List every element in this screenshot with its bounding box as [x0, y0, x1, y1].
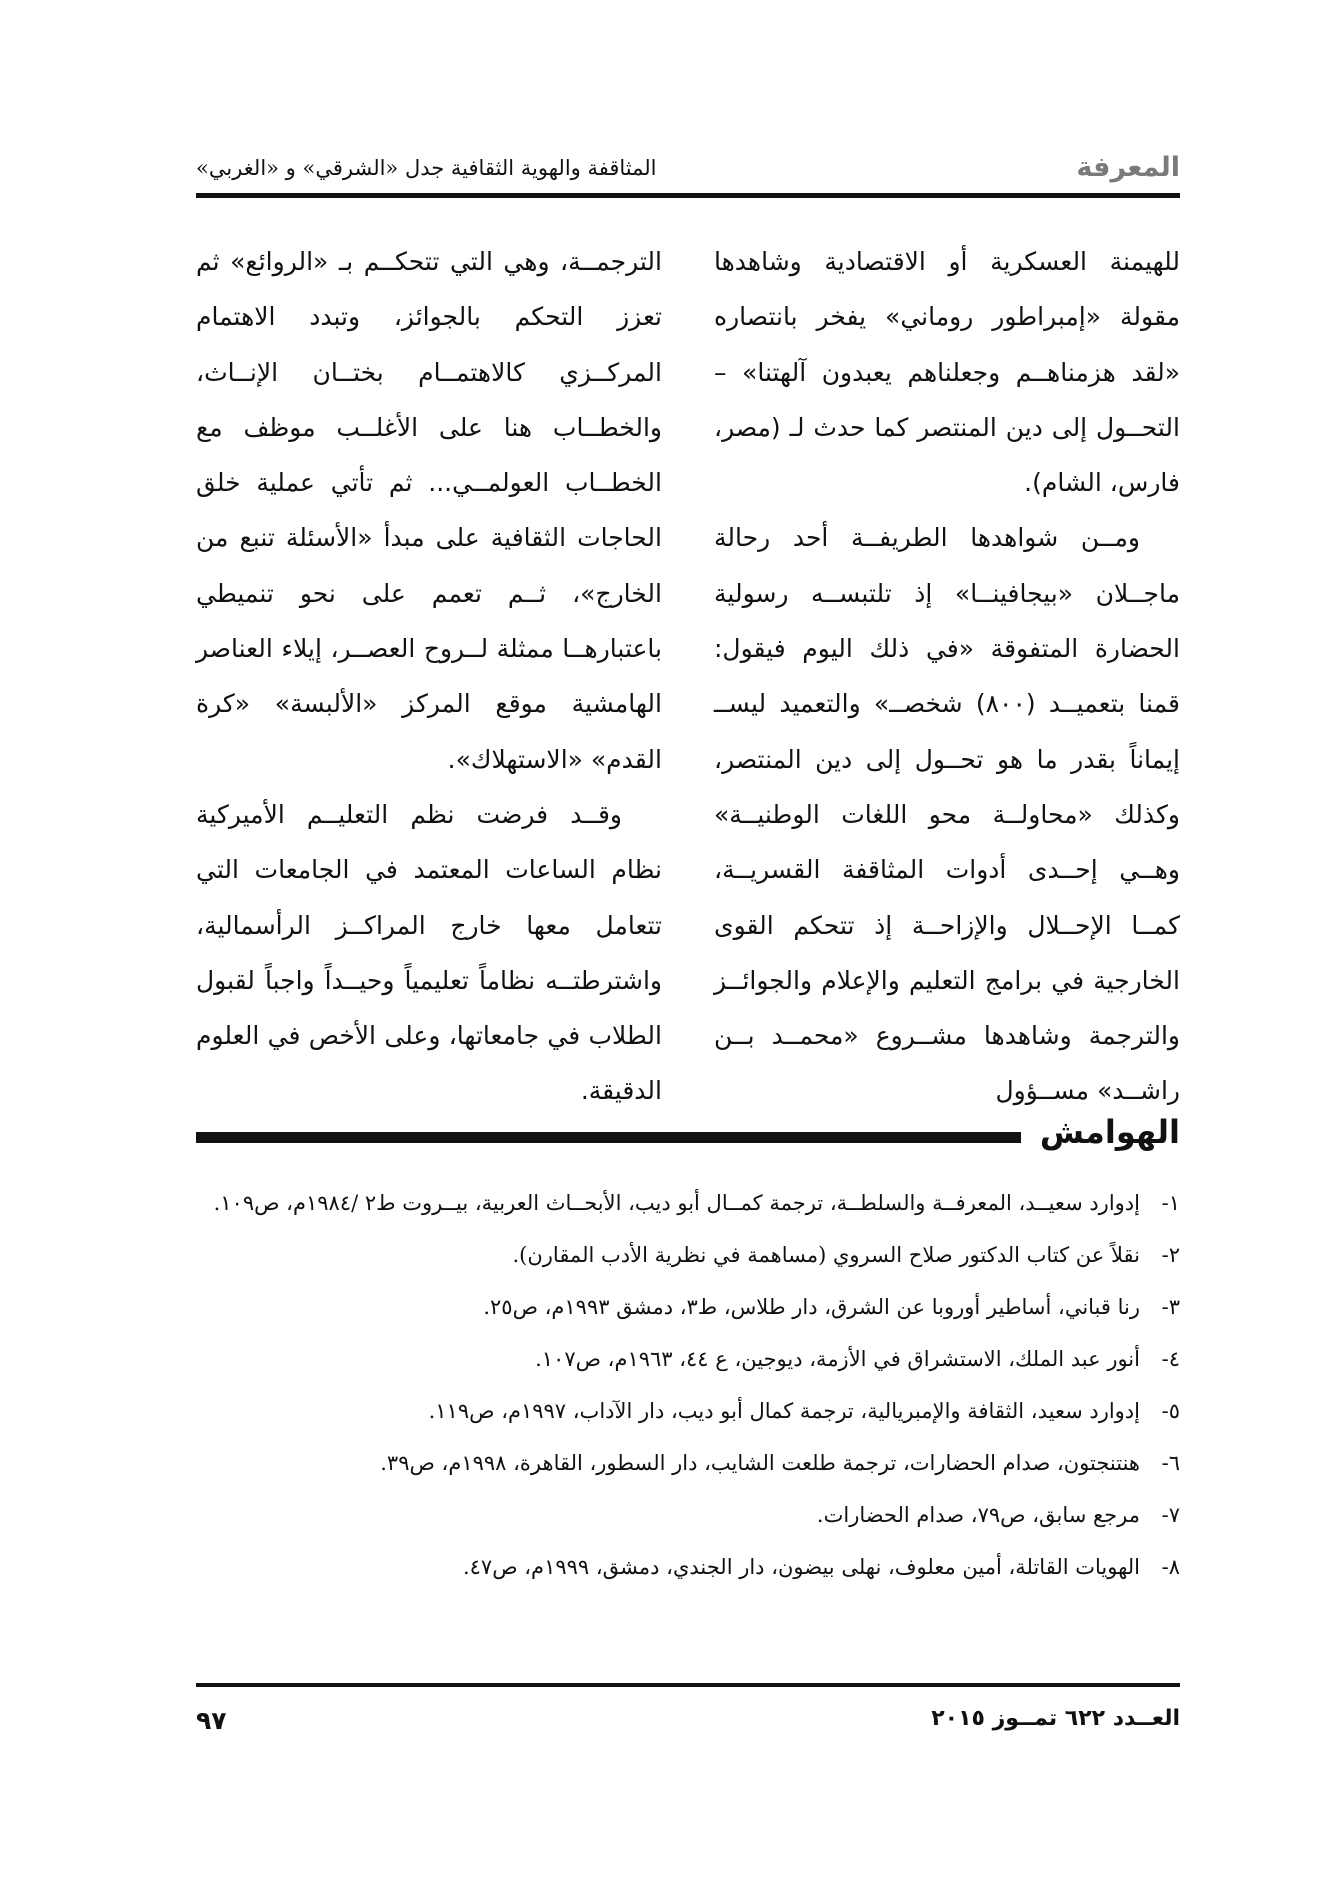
footnote-item	[196, 1235, 1180, 1275]
footnote-item	[196, 1495, 1180, 1535]
footnotes-heading-bar	[196, 1132, 1021, 1143]
footnote-number: ٨-	[1161, 1555, 1180, 1579]
footnote-text: الهويات القاتلة، أمين معلوف، نهلى بيضون، دار الجندي، دمشق، ١٩٩٩م، ص٤٧.	[462, 1555, 1140, 1579]
footnote-item	[196, 1547, 1180, 1587]
footnote-number: ٢-	[1161, 1243, 1180, 1267]
paragraph: ومــن شواهدها الطريفــة أحد رحالة ماجــلان «بيجافينــا» إذ تلتبســه رسولية الحضارة المتفوقة «في ذلك اليوم فيقول: قمنا بتعميــد (٨٠٠) شخصــ» والتعميد ليســ إيماناً بقدر ما هو تحــول إلى دين المنتصر، وكذلك «محاولــة محو اللغات الوطنيــة» وهــي إحــدى أدوات المثاقفة القسريــة، كمــا الإحــلال والإزاحــة إذ تتحكم القوى الخارجية في برامج التعليم والإعلام والجوائــز والترجمة وشاهدها مشــروع «محمــد بــن راشــد» مســؤول	[714, 523, 1180, 1106]
page-number: ٩٧	[196, 1706, 227, 1735]
footnote-item	[196, 1443, 1180, 1483]
footnote-item	[196, 1391, 1180, 1431]
footnote-number: ٦-	[1161, 1451, 1180, 1475]
footnote-item	[196, 1183, 1180, 1223]
footnote-number: ١-	[1161, 1191, 1180, 1215]
footnote-text: إدوارد سعيد، الثقافة والإمبريالية، ترجمة كمال أبو ديب، دار الآداب، ١٩٩٧م، ص١١٩.	[428, 1399, 1140, 1423]
footnote-number: ٧-	[1161, 1503, 1180, 1527]
text-column-right	[714, 234, 1180, 1119]
footer-divider	[196, 1683, 1180, 1687]
footnote-number: ٥-	[1161, 1399, 1180, 1423]
magazine-logo: المعرفة	[1076, 152, 1180, 183]
footnotes-heading: الهوامش	[1026, 1113, 1180, 1151]
header-divider	[196, 193, 1180, 198]
footnote-item	[196, 1339, 1180, 1379]
footnote-text: هنتنجتون، صدام الحضارات، ترجمة طلعت الشايب، دار السطور، القاهرة، ١٩٩٨م، ص٣٩.	[380, 1451, 1140, 1475]
page-header	[196, 150, 1180, 190]
footnotes-header	[196, 1113, 1180, 1163]
paragraph: الترجمــة، وهي التي تتحكــم بـ «الروائع» ثم تعزز التحكم بالجوائز، وتبدد الاهتمام المركــزي كالاهتمــام بختــان الإنــاث، والخطــاب هنا على الأغلــب موظف مع الخطــاب العولمــي... ثم تأتي عملية خلق الحاجات الثقافية على مبدأ «الأسئلة تنبع من الخارج»، ثــم تعمم على نحو تنميطي باعتبارهــا ممثلة لــروح العصــر، إيلاء العناصر الهامشية موقع المركز «الألبسة» «كرة القدم» «الاستهلاك».	[196, 247, 662, 774]
issue-info: العــدد ٦٢٢ تمــوز ٢٠١٥	[931, 1706, 1180, 1731]
footnotes-list	[196, 1183, 1180, 1599]
footnote-text: نقلاً عن كتاب الدكتور صلاح السروي (مساهمة في نظرية الأدب المقارن).	[512, 1243, 1140, 1267]
paragraph: للهيمنة العسكرية أو الاقتصادية وشاهدها مقولة «إمبراطور روماني» يفخر بانتصاره «لقد هزمناهــم وجعلناهم يعبدون آلهتنا» – التحــول إلى دين المنتصر كما حدث لـ (مصر، فارس، الشام).	[714, 247, 1180, 498]
text-column-left	[196, 234, 662, 1119]
footnote-text: مرجع سابق، ص٧٩، صدام الحضارات.	[816, 1503, 1140, 1527]
footnote-text: رنا قباني، أساطير أوروبا عن الشرق، دار طلاس، ط٣، دمشق ١٩٩٣م، ص٢٥.	[483, 1295, 1140, 1319]
running-title: المثاقفة والهوية الثقافية جدل «الشرقي» و «الغربي»	[196, 156, 657, 180]
page-footer	[196, 1706, 1180, 1742]
footnote-text: إدوارد سعيــد، المعرفــة والسلطــة، ترجمة كمــال أبو ديب، الأبحــاث العربية، بيــروت ط٢ /١٩٨٤م، ص١٠٩.	[213, 1191, 1140, 1215]
paragraph: وقــد فرضت نظم التعليــم الأميركية نظام الساعات المعتمد في الجامعات التي تتعامل معها خارج المراكــز الرأسمالية، واشترطتــه نظاماً تعليمياً وحيــداً واجباً لقبول الطلاب في جامعاتها، وعلى الأخص في العلوم الدقيقة.	[196, 799, 662, 1106]
footnote-number: ٣-	[1161, 1295, 1180, 1319]
footnote-item	[196, 1287, 1180, 1327]
footnote-number: ٤-	[1161, 1347, 1180, 1371]
footnote-text: أنور عبد الملك، الاستشراق في الأزمة، ديوجين، ع ٤٤، ١٩٦٣م، ص١٠٧.	[535, 1347, 1140, 1371]
